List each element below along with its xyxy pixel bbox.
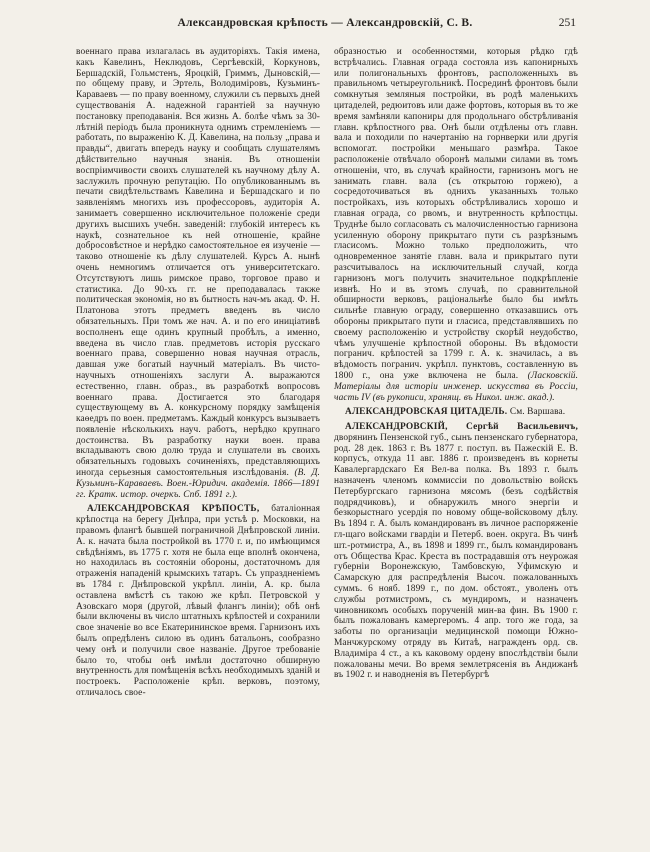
entry-title: АЛЕКСАНДРОВСКАЯ ЦИТАДЕЛЬ. [345,407,510,418]
entry-title: АЛЕКСАНДРОВСКАЯ КРѢПОСТЬ, [87,504,272,515]
continued-paragraph: образностью и особенностями, которыя рѣдко гдѣ встрѣчались. Главная ограда состояла изъ капонирныхъ или полигональныхъ фронтовъ, расположенныхъ въ правильномъ четыреугольникѣ. Посрединѣ фронтовъ были сомкнутыя земляныя постройки, въ родѣ маленькихъ цитаделей, редюитовъ или даже фортовъ, которыя въ то же время замѣняли капониры для продольнаго обстрѣливанія главн. крѣпостного рва. Онѣ были отдѣлены отъ главн. вала и походили по начертанію на горнверки или другія вспомогат. постройки меньшаго размѣра. Такое расположеніе отвѣчало оборонѣ малыми силами въ томъ отношеніи, что, въ случаѣ крайности, гарнизонъ могъ не занимать главн. вала (съ открытою горжею), а сосредоточиваться въ однихъ указанныхъ только постройкахъ, изъ которыхъ обстрѣливались хорошо и главная ограда, со рвомъ, и внутренность крѣпостцы. Труднѣе было согласовать съ малочисленностью гарнизона усиленную оборону прикрытаго пути съ разрѣзнымъ гласисомъ. Можно только предположить, что одновременное занятіе главн. вала и прикрытаго пути разсчитывалось на исключительный случай, когда гарнизонъ могъ получить значительное подкрѣпленіе извнѣ. Но и въ этомъ случаѣ, по сравнительной обширности верковъ, раціональнѣе было бы имѣть сильнѣе главную ограду, совершенно отказавшись отъ обороны прикрытаго пути и гласиса, представлявшихъ по своему расположенію и устройству скорѣй неудобство, чѣмъ улучшеніе крѣпостной обороны. Въ вѣдомости погранич. крѣпостей за 1799 г. А. к. значилась, а въ вѣдомость погранич. укрѣпл. пунктовъ, составленную въ 1800 г., она уже включена не была. (Ласковскій. Матеріалы для исторіи инженер. искусства въ Россіи, часть IV (въ рукописи, хранящ. въ Никол. инж. акад.). [334,47,579,403]
entry-title: АЛЕКСАНДРОВСКІЙ, Сергѣй Васильевичъ, [345,422,578,433]
entry-paragraph: АЛЕКСАНДРОВСКІЙ, Сергѣй Васильевичъ, дворянинъ Пензенской губ., сынъ пензенскаго губернатора, род. 28 дек. 1863 г. Въ 1877 г. поступ. въ Пажескій Е. В. корпусъ, откуда 11 авг. 1886 г. произведенъ въ корнеты Кавалергардскаго Ея Вел-ва полка. Въ 1893 г. былъ назначенъ членомъ коммиссіи по довольствію войскъ Петербургскаго гарнизона мясомъ (безъ содѣйствія подрядчиковъ), и обнаружилъ много энергіи и безкорыстнаго усердія по новому обще-войсковому дѣлу. Въ 1894 г. А. былъ командированъ въ личное распоряженіе гл-щаго войсками гвардіи и Петерб. воен. округа. Въ чинѣ шт.-ротмистра, А., въ 1898 и 1899 гг., былъ командированъ отъ Общества Крас. Креста въ пострадавшія отъ неурожая губерніи Воронежскую, Тамбовскую, Уфимскую и Самарскую для распредѣленія Высоч. пожалованныхъ суммъ. 6 нояб. 1899 г., по дом. обстоят., уволенъ отъ службы ротмистромъ, съ мундиромъ, и назначенъ чиновникомъ особыхъ порученій мин-ва фин. Въ 1900 г. былъ пожалованъ камергеромъ. 4 апр. того же года, за заботы по организаціи медицинской помощи Южно-Манчжурскому отряду въ Китаѣ, награжденъ орд. св. Владиміра 4 ст., а къ каковому ордену впослѣдствіи были пожалованы мечи. Во время землетрясенія въ Андижанѣ въ 1902 г. и наводненія въ Петербургѣ [334,422,578,681]
running-head-title: Александровская крѣпость — Александровскій, С. В. [177,17,473,29]
entry-reference: (В. Д. Кузьминъ-Караваевъ. Воен.-Юридич. академія. 1866—1891 гг. Кратк. истор. очеркъ. Спб. 1891 г.). [76,468,320,500]
entry-paragraph: АЛЕКСАНДРОВСКАЯ ЦИТАДЕЛЬ. См. Варшава. [345,407,566,418]
running-head [0,0,650,39]
column-left [76,47,320,699]
continued-paragraph: военнаго права излагалась въ аудиторіяхъ. Такія имена, какъ Кавелинъ, Неклюдовъ, Сергѣевскій, Коркуновъ, Бершадскій, Гольмстенъ, Яроцкій, Гриммъ, Дыновскій,— по общему праву, и Эртель, Володиміровъ, Кузьминъ-Караваевъ — по праву военному, служили съ первыхъ дней существованія А. надежной гарантіей за научную постановку преподаванія. Вся жизнь А. болѣе чѣмъ за 30-лѣтній періодъ была проникнута однимъ стремленіемъ — работать, по выраженію К. Д. Кавелина, на пользу „права и правды“, двигать впередъ науку и сообщать слушателямъ дѣйствительно научныя знанія. Въ отношеніи воспріимчивости своихъ слушателей къ научному дѣлу А. заслужилъ прочную репутацію. По опубликованнымъ въ печати свидѣтельствамъ Кавелина и Бершадскаго и по заявленіямъ многихъ изъ профессоровъ, аудиторія А. занимаетъ совершенно исключительное положеніе среди другихъ высшихъ учебн. заведеній: глубокій интересъ къ наукѣ, сознательное къ ней отношеніе, крайне добросовѣстное и нерѣдко самостоятельное ея изученіе — таково отношеніе къ дѣлу слушателей. Курсъ А. нынѣ очень немногимъ отличается отъ университетскаго. Отсутствуютъ лишь римское право, торговое право и статистика. До 90-хъ гг. не преподавалась также политическая экономія, но въ бытность нач-мъ акад. Ф. Н. Платонова этотъ предметъ введенъ въ число обязательныхъ. При томъ же нач. А. и по его иниціативѣ восполненъ еще одинъ крупный пробѣлъ, а именно, введена въ число глав. предметовъ исторія русскаго военнаго права, совершенно новая научная отрасль, давшая уже богатый научный матеріалъ. Въ чисто-научныхъ отношеніяхъ заслуги А. выражаются естественно, главн. образ., въ разработкѣ вопросовъ военнаго права. Достигается это благодаря существующему въ А. конкурсному порядку замѣщенія каѳедръ по воен. предметамъ. Каждый конкурсъ вызываетъ появленіе нѣсколькихъ науч. работъ, нерѣдко крупнаго достоинства. Въ разработку науки воен. права вкладываютъ свою долю труда и слушатели въ своихъ обязательныхъ годовыхъ сочиненіяхъ, представляющихъ иногда серьезныя самостоятельныя изслѣдованія. (В. Д. Кузьминъ-Караваевъ. Воен.-Юридич. академія. 1866—1891 гг. Кратк. истор. очеркъ. Спб. 1891 г.). [76,47,320,500]
entry-reference: (Ласковскій. Матеріалы для исторіи инженер. искусства въ Россіи, часть IV (въ рукописи, хранящ. въ Никол. инж. акад.). [334,370,579,403]
entry-paragraph: АЛЕКСАНДРОВСКАЯ КРѢПОСТЬ, баталіонная крѣпостца на берегу Днѣпра, при устьѣ р. Московки, на правомъ флангѣ бывшей пограничной Днѣпровской линіи. А. к. начата была постройкой въ 1770 г. и, по имѣющимся свѣдѣніямъ, въ 1775 г. хотя не была еще вполнѣ окончена, но находилась въ состояніи обороны, достаточномъ для отраженія нападеній крымскихъ татаръ. Съ упраздненіемъ въ 1784 г. Днѣпровской укрѣпл. линіи, А. кр. была оставлена вмѣстѣ съ такою же крѣп. Петровской у Азовскаго моря (другой, лѣвый флангъ линіи); обѣ онѣ были включены въ число штатныхъ крѣпостей и сохранили свое значеніе во все Екатерининское время. Гарнизонъ ихъ былъ опредѣленъ силою въ одинъ батальонъ, сообразно чему онѣ и получили свое названіе. Другое требованіе было то, чтобы онѣ имѣли достаточно обширную внутренность для помѣщенія всѣхъ необходимыхъ зданій и построекъ. Расположеніе крѣп. верковъ, поэтому, отличалось свое- [76,504,320,699]
text-columns [0,39,650,699]
column-right [334,47,578,699]
page-number: 251 [558,17,576,29]
